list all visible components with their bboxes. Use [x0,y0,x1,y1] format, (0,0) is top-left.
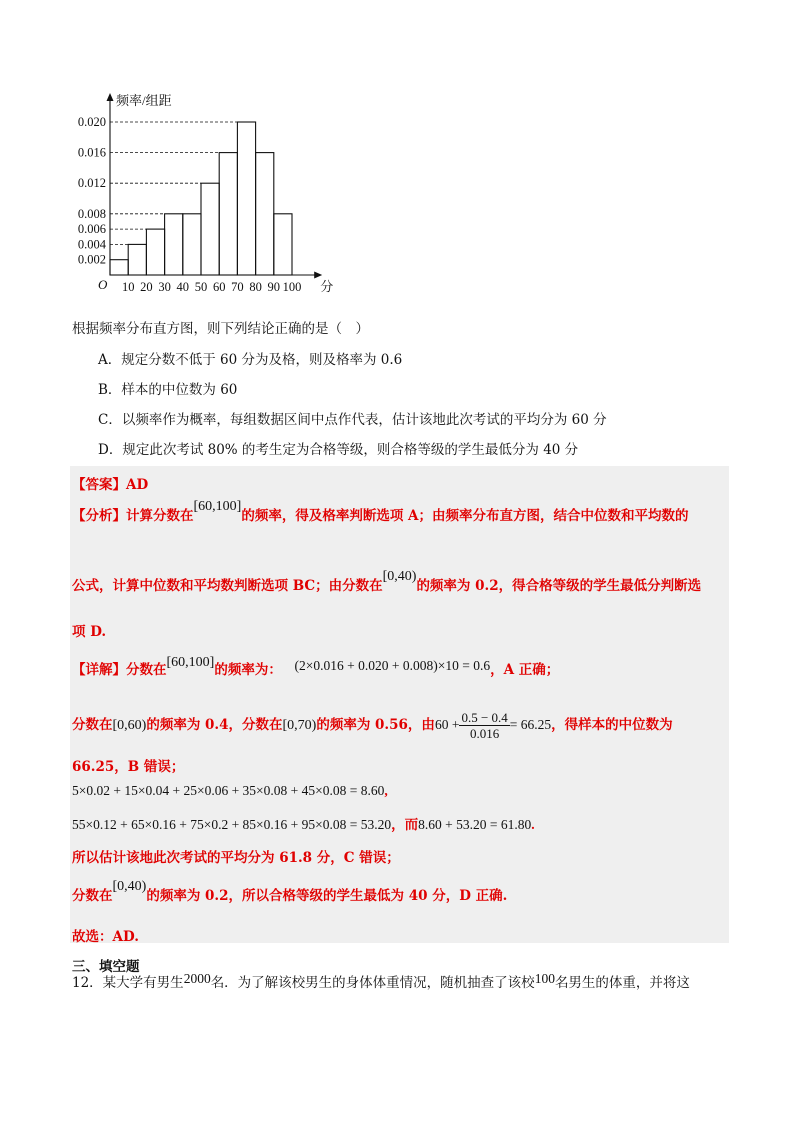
detail-text: 的频率为 0.4，分数在 [146,717,283,733]
interval: [0,40) [112,879,147,894]
histogram-bar [183,214,201,275]
histogram-bar [237,122,255,275]
punctuation: , [384,783,388,798]
detail-line-6: 故选：AD. [72,929,139,945]
equation: 55×0.12 + 65×0.16 + 75×0.2 + 85×0.16 + 95×0.08 = 53.20 [72,817,392,832]
detail-text: 分数在 [72,717,113,733]
number: 100 [534,971,555,986]
median-prefix: 60 + [434,717,460,732]
histogram-bar [128,244,146,275]
analysis-line-2 [72,569,702,595]
detail-text: 的频率为 0.56，由 [316,717,435,733]
analysis-line-3: 项 D. [72,624,107,640]
detail-line-1 [72,655,560,679]
detail-line-4: 所以估计该地此次考试的平均分为 61.8 分，C 错误； [72,850,400,866]
fraction-numerator: 0.5 − 0.4 [461,710,508,725]
interval: [0,40) [382,569,417,584]
detail-line-3: 66.25，B 错误； [72,759,185,775]
punctuation: . [531,817,535,832]
histogram-bar [146,229,164,275]
section-title: 三、填空题 [72,959,140,975]
interval: [60,100] [166,655,215,670]
y-tick-label: 0.006 [77,222,106,237]
detail-text: ，而 [391,817,419,832]
x-tick-label: 90 [267,280,281,294]
option-a: A．规定分数不低于 60 分为及格，则及格率为 0.6 [98,352,403,368]
x-tick-label: 70 [231,280,244,294]
equation: 5×0.02 + 15×0.04 + 25×0.06 + 35×0.08 + 45×0.08 = 8.60 [72,783,385,798]
answer-panel [70,466,729,943]
x-unit-label: 分 [320,279,334,294]
interval: [60,100] [193,499,242,514]
y-tick-label: 0.020 [77,115,106,129]
y-tick-label: 0.012 [77,176,106,191]
option-c: C．以频率作为概率，每组数据区间中点作代表，估计该地此次考试的平均分为 60 分 [98,412,607,428]
interval: [0,60) [112,718,147,733]
detail-text: 的频率为： [214,662,282,678]
y-tick-label: 0.008 [77,206,106,221]
median-fraction [459,710,509,741]
question-text: 名男生的体重，并将这 [554,975,690,991]
detail-text: ，得样本的中位数为 [551,717,673,733]
option-d: D．规定此次考试 80% 的考生定为合格等级，则合格等级的学生最低分为 40 分 [98,442,579,458]
x-tick-label: 10 [121,280,135,294]
x-axis-arrow [314,272,322,279]
interval: [0,70) [282,718,317,733]
analysis-text: 公式，计算中位数和平均数判断选项 BC；由分数在 [72,578,383,594]
detail-text: 分数在 [72,888,113,904]
x-tick-label: 80 [249,280,262,294]
analysis-text: 【分析】计算分数在 [72,508,194,524]
histogram-bar [110,260,128,275]
equation-1 [72,783,388,799]
y-axis-arrow [107,93,114,101]
analysis-text: 的频率为 0.2，得合格等级的学生最低分判断选 [416,578,702,594]
question-12 [72,971,690,992]
histogram-bar [201,183,219,275]
histogram-bar [274,214,292,275]
y-tick-label: 0.016 [77,145,106,160]
histogram-bar [256,153,274,275]
detail-line-5 [72,879,508,905]
y-tick-label: 0.004 [77,237,106,252]
option-b: B．样本的中位数为 60 [98,382,238,398]
fraction-denominator: 0.016 [469,726,500,741]
equation: (2×0.016 + 0.020 + 0.008)×10 = 0.6 [294,658,491,673]
analysis-text: 的频率，得及格率判断选项 A；由频率分布直方图，结合中位数和平均数的 [241,508,689,524]
detail-line-2 [72,710,673,741]
detail-text: 【详解】分数在 [72,662,167,678]
detail-text: ，A 正确； [490,662,560,678]
question-stem: 根据频率分布直方图，则下列结论正确的是（ ） [72,321,369,337]
histogram-bar [165,214,183,275]
y-axis-label: 频率/组距 [116,93,172,108]
x-tick-label: 30 [158,280,171,294]
x-tick-label: 50 [194,280,208,294]
number: 2000 [183,971,211,986]
question-text: 名．为了解该校男生的身体体重情况，随机抽查了该校 [210,975,535,991]
x-tick-label: 20 [140,280,153,294]
x-tick-label: 100 [282,280,302,294]
equation: 8.60 + 53.20 = 61.80 [418,817,532,832]
origin-label: O [98,277,108,292]
x-tick-label: 40 [176,280,190,294]
equation-2 [72,813,535,833]
histogram-bar [219,153,237,275]
answer-line: 【答案】AD [72,477,149,493]
analysis-line-1 [72,499,689,525]
histogram-chart [60,85,350,305]
y-tick-label: 0.002 [77,252,106,267]
median-suffix: = 66.25 [509,717,552,732]
question-text: 12．某大学有男生 [72,975,184,991]
detail-text: 的频率为 0.2，所以合格等级的学生最低为 40 分，D 正确. [146,888,508,904]
x-tick-label: 60 [212,280,226,294]
